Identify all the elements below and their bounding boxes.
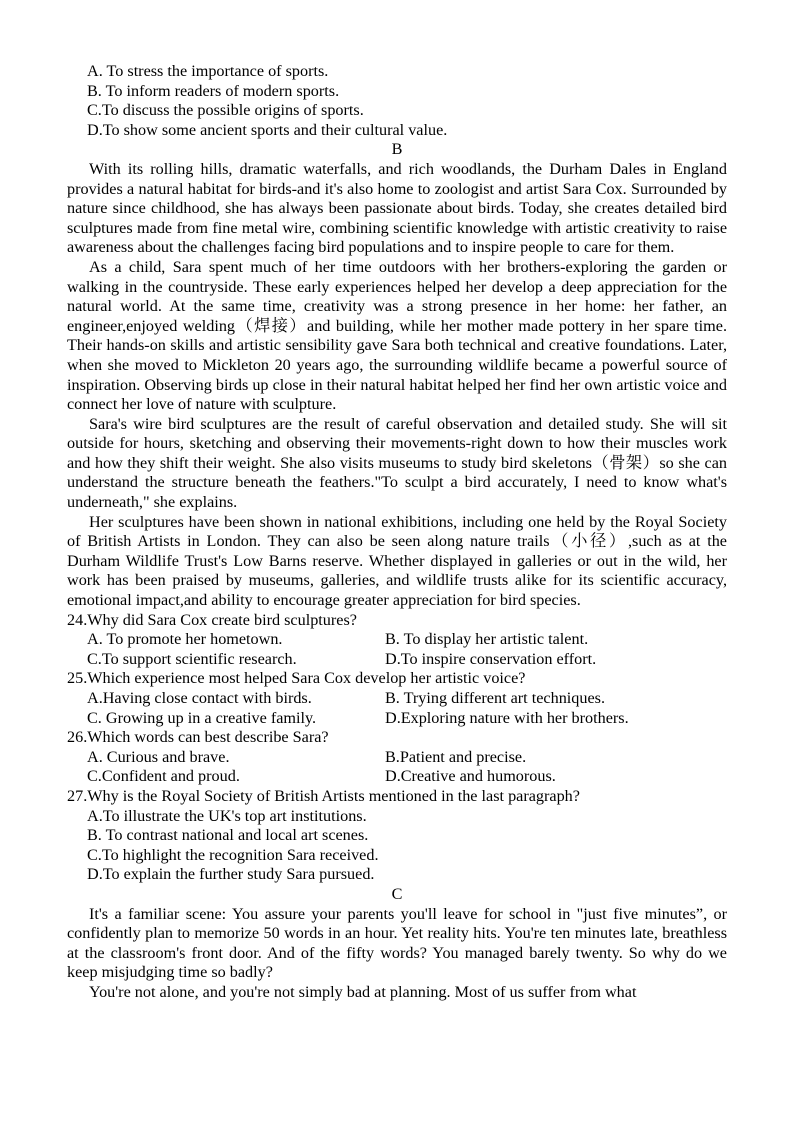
option-b: B. To contrast national and local art scenes. bbox=[87, 826, 369, 845]
option-d: D.To inspire conservation effort. bbox=[385, 649, 597, 668]
question-26 bbox=[67, 728, 727, 787]
option-b: B. To display her artistic talent. bbox=[385, 630, 589, 649]
question-stem: 24.Why did Sara Cox create bird sculptures? bbox=[67, 610, 357, 629]
section-label-c: C bbox=[391, 884, 403, 903]
question-24 bbox=[67, 611, 727, 670]
passage-paragraph: Her sculptures have been shown in national exhibitions, including one held by the Royal Society of British Artists in London. They can also be seen along nature trails（小径）,such as at the Durham Wildlife Trust's Low Barns reserve. Whether displayed in galleries or out in the wild, her work has been praised by museums, galleries, and wildlife trusts alike for its scientific accuracy, emotional impact,and ability to encourage greater appreciation for bird species. bbox=[67, 512, 727, 610]
passage-paragraph: It's a familiar scene: You assure your parents you'll leave for school in "just five minutes”, or confidently plan to memorize 50 words in an hour. Yet reality hits. You're ten minutes late, breathless at the classroom's front door. And of the fifty words? You managed barely twenty. So why do we keep misjudging time so badly? bbox=[67, 904, 727, 982]
option-b: B. To inform readers of modern sports. bbox=[87, 81, 340, 100]
option-d: D.Creative and humorous. bbox=[385, 767, 556, 786]
option-c: C. Growing up in a creative family. bbox=[87, 708, 317, 727]
option-c: C.To discuss the possible origins of sports. bbox=[87, 101, 364, 120]
question-stem: 25.Which experience most helped Sara Cox develop her artistic voice? bbox=[67, 669, 526, 688]
option-a: A.To illustrate the UK's top art institutions. bbox=[87, 806, 367, 825]
option-a: A. To stress the importance of sports. bbox=[87, 62, 329, 80]
passage-paragraph: You're not alone, and you're not simply bad at planning. Most of us suffer from what bbox=[89, 982, 637, 1001]
passage-c bbox=[67, 905, 727, 1003]
option-c: C.To highlight the recognition Sara received. bbox=[87, 845, 379, 864]
previous-question-options bbox=[67, 62, 727, 140]
passage-paragraph: Sara's wire bird sculptures are the result of careful observation and detailed study. She will sit outside for hours, sketching and observing their movements-right down to how their muscles work and how they shift their weight. She also visits museums to study bird skeletons（骨架）so she can understand the structure beneath the feathers."To sculpt a bird accurately, I need to know what's underneath," she explains. bbox=[67, 414, 727, 512]
option-a: A. To promote her hometown. bbox=[87, 630, 283, 649]
section-label-b: B bbox=[391, 140, 403, 159]
option-b: B. Trying different art techniques. bbox=[385, 689, 606, 707]
option-a: A. Curious and brave. bbox=[87, 747, 230, 766]
option-d: D.To show some ancient sports and their cultural value. bbox=[87, 120, 448, 139]
passage-paragraph: With its rolling hills, dramatic waterfalls, and rich woodlands, the Durham Dales in England provides a natural habitat for birds-and it's also home to zoologist and artist Sara Cox. Surrounded by nature since childhood, she has always been passionate about birds. Today, she creates detailed bird sculptures made from fine metal wire, combining scientific knowledge with artistic creativity to raise awareness about the challenges facing bird populations and to inspire people to care for them. bbox=[67, 159, 727, 257]
question-27 bbox=[67, 787, 727, 885]
option-c: C.Confident and proud. bbox=[87, 767, 240, 786]
passage-paragraph: As a child, Sara spent much of her time outdoors with her brothers-exploring the garden or walking in the countryside. These early experiences helped her develop a deep appreciation for the natural world. At the same time, creativity was a strong presence in her home: her father, an engineer,enjoyed welding（焊接）and building, while her mother made pottery in her spare time. Their hands-on skills and artistic sensibility gave Sara both technical and creative foundations. Later, when she moved to Mickleton 20 years ago, the surrounding wildlife became a powerful source of inspiration. Observing birds up close in their natural habitat helped her find her own artistic voice and connect her love of nature with sculpture. bbox=[67, 257, 727, 414]
exam-page bbox=[67, 62, 727, 1003]
passage-b bbox=[67, 160, 727, 611]
question-stem: 26.Which words can best describe Sara? bbox=[67, 728, 329, 747]
question-25 bbox=[67, 669, 727, 728]
option-d: D.To explain the further study Sara pursued. bbox=[87, 865, 375, 884]
option-c: C.To support scientific research. bbox=[87, 649, 297, 668]
question-stem: 27.Why is the Royal Society of British Artists mentioned in the last paragraph? bbox=[67, 786, 580, 805]
option-d: D.Exploring nature with her brothers. bbox=[385, 708, 629, 727]
option-a: A.Having close contact with birds. bbox=[87, 689, 312, 707]
option-b: B.Patient and precise. bbox=[385, 747, 527, 766]
